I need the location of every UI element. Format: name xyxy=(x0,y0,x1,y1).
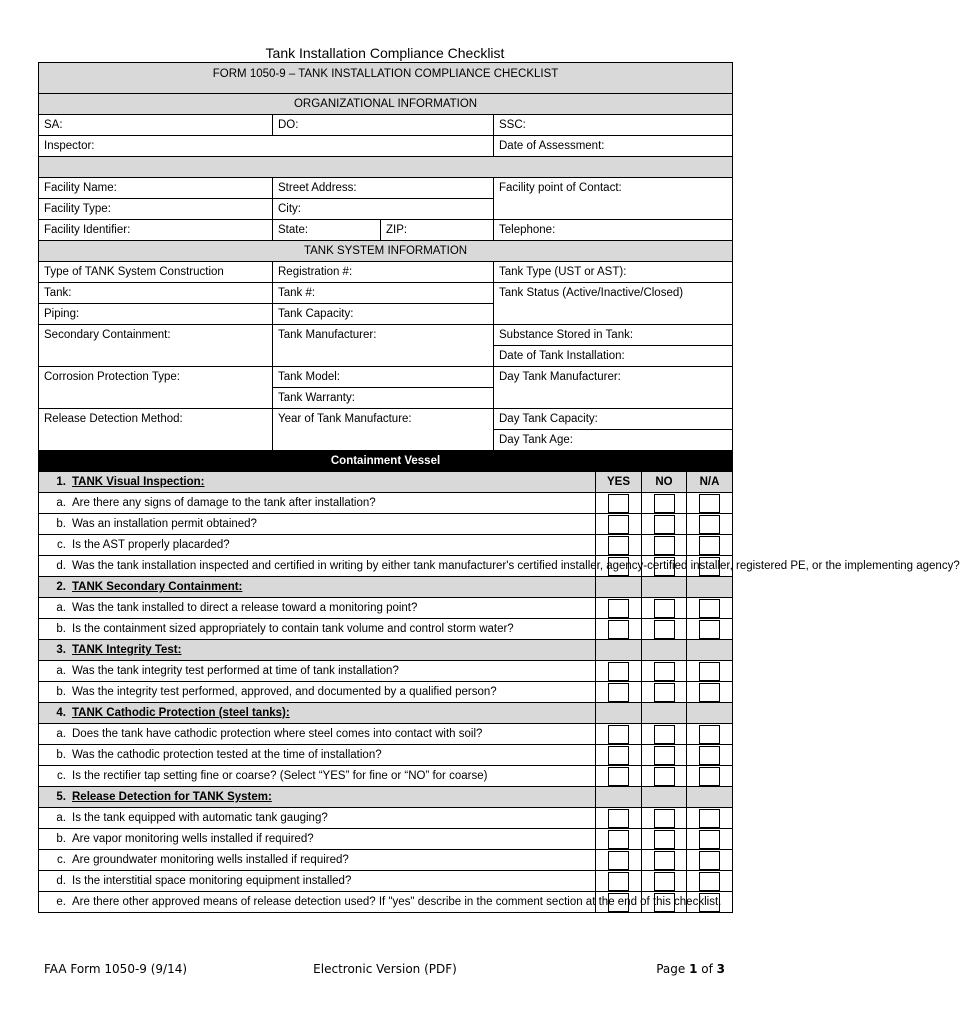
na-checkbox[interactable] xyxy=(699,872,720,891)
sa-field[interactable]: SA: xyxy=(39,115,273,136)
city-field[interactable]: City: xyxy=(273,199,494,220)
tank-number-field[interactable]: Tank #: xyxy=(273,283,494,304)
na-checkbox[interactable] xyxy=(699,620,720,639)
facility-identifier-field[interactable]: Facility Identifier: xyxy=(39,220,273,241)
facility-type-field[interactable]: Facility Type: xyxy=(39,199,273,220)
question-row: c. Is the AST properly placarded? xyxy=(39,535,733,556)
question-row: b. Was an installation permit obtained? xyxy=(39,514,733,535)
do-field[interactable]: DO: xyxy=(273,115,494,136)
no-checkbox[interactable] xyxy=(654,851,675,870)
yes-checkbox[interactable] xyxy=(608,557,629,576)
piping-field[interactable]: Piping: xyxy=(39,304,273,325)
document-title: Tank Installation Compliance Checklist xyxy=(265,45,505,61)
yes-checkbox[interactable] xyxy=(608,830,629,849)
no-checkbox[interactable] xyxy=(654,746,675,765)
question-row: c. Is the rectifier tap setting fine or coarse? (Select “YES” for fine or “NO” for coarse) xyxy=(39,766,733,787)
question-row: b. Are vapor monitoring wells installed if required? xyxy=(39,829,733,850)
na-checkbox[interactable] xyxy=(699,725,720,744)
question-row: b. Was the cathodic protection tested at the time of installation? xyxy=(39,745,733,766)
construction-label: Type of TANK System Construction xyxy=(39,262,273,283)
yes-checkbox[interactable] xyxy=(608,809,629,828)
footer-form-id: FAA Form 1050-9 (9/14) xyxy=(44,962,188,976)
yes-checkbox[interactable] xyxy=(608,515,629,534)
containment-heading: Containment Vessel xyxy=(39,451,733,472)
year-manufacture-field[interactable]: Year of Tank Manufacture: xyxy=(273,409,494,451)
section-2-heading: 2. TANK Secondary Containment: xyxy=(39,577,596,598)
no-checkbox[interactable] xyxy=(654,809,675,828)
section-4-heading: 4. TANK Cathodic Protection (steel tanks): xyxy=(39,703,596,724)
question-row: a. Was the tank installed to direct a release toward a monitoring point? xyxy=(39,598,733,619)
yes-checkbox[interactable] xyxy=(608,746,629,765)
org-heading: ORGANIZATIONAL INFORMATION xyxy=(39,94,733,115)
no-checkbox[interactable] xyxy=(654,872,675,891)
yes-checkbox[interactable] xyxy=(608,662,629,681)
yes-checkbox[interactable] xyxy=(608,893,629,912)
yes-checkbox[interactable] xyxy=(608,683,629,702)
na-checkbox[interactable] xyxy=(699,662,720,681)
date-assessment-field[interactable]: Date of Assessment: xyxy=(494,136,733,157)
na-checkbox[interactable] xyxy=(699,599,720,618)
na-checkbox[interactable] xyxy=(699,746,720,765)
substance-field[interactable]: Substance Stored in Tank: xyxy=(494,325,733,346)
na-checkbox[interactable] xyxy=(699,767,720,786)
question-row: b. Was the integrity test performed, approved, and documented by a qualified person? xyxy=(39,682,733,703)
tank-type-field[interactable]: Tank Type (UST or AST): xyxy=(494,262,733,283)
no-checkbox[interactable] xyxy=(654,620,675,639)
section-1-heading: 1. TANK Visual Inspection: xyxy=(39,472,596,493)
section-5-heading: 5. Release Detection for TANK System: xyxy=(39,787,596,808)
secondary-containment-field[interactable]: Secondary Containment: xyxy=(39,325,273,367)
question-row: d. Was the tank installation inspected and certified in writing by either tank manufacturer's certified installer, agency-certified installer, registered PE, or the implementing agency? xyxy=(39,556,733,577)
question-row: b. Is the containment sized appropriately to contain tank volume and control storm water? xyxy=(39,619,733,640)
na-checkbox[interactable] xyxy=(699,536,720,555)
footer-page-number: Page 1 of 3 xyxy=(656,962,725,976)
na-checkbox[interactable] xyxy=(699,830,720,849)
no-checkbox[interactable] xyxy=(654,725,675,744)
no-checkbox[interactable] xyxy=(654,830,675,849)
footer-version: Electronic Version (PDF) xyxy=(313,962,457,976)
tank-capacity-field[interactable]: Tank Capacity: xyxy=(273,304,494,325)
no-checkbox[interactable] xyxy=(654,494,675,513)
no-checkbox[interactable] xyxy=(654,557,675,576)
checklist-form xyxy=(38,62,960,913)
no-checkbox[interactable] xyxy=(654,767,675,786)
registration-field[interactable]: Registration #: xyxy=(273,262,494,283)
no-checkbox[interactable] xyxy=(654,536,675,555)
day-tank-capacity-field[interactable]: Day Tank Capacity: xyxy=(494,409,733,430)
tank-model-field[interactable]: Tank Model: xyxy=(273,367,494,388)
form-header: FORM 1050-9 – TANK INSTALLATION COMPLIANCE CHECKLIST xyxy=(39,63,733,94)
facility-name-field[interactable]: Facility Name: xyxy=(39,178,273,199)
yes-checkbox[interactable] xyxy=(608,536,629,555)
telephone-field[interactable]: Telephone: xyxy=(494,220,733,241)
street-address-field[interactable]: Street Address: xyxy=(273,178,494,199)
ssc-field[interactable]: SSC: xyxy=(494,115,733,136)
corrosion-field[interactable]: Corrosion Protection Type: xyxy=(39,367,273,409)
yes-checkbox[interactable] xyxy=(608,599,629,618)
release-method-field[interactable]: Release Detection Method: xyxy=(39,409,273,451)
na-checkbox[interactable] xyxy=(699,809,720,828)
inspector-field[interactable]: Inspector: xyxy=(39,136,494,157)
na-checkbox[interactable] xyxy=(699,494,720,513)
na-column-header: N/A xyxy=(687,472,733,493)
day-tank-manufacturer-field[interactable]: Day Tank Manufacturer: xyxy=(494,367,733,409)
no-column-header: NO xyxy=(642,472,687,493)
yes-checkbox[interactable] xyxy=(608,725,629,744)
tank-heading: TANK SYSTEM INFORMATION xyxy=(39,241,733,262)
yes-checkbox[interactable] xyxy=(608,620,629,639)
question-row: a. Is the tank equipped with automatic tank gauging? xyxy=(39,808,733,829)
tank-manufacturer-field[interactable]: Tank Manufacturer: xyxy=(273,325,494,367)
na-checkbox[interactable] xyxy=(699,515,720,534)
tank-field[interactable]: Tank: xyxy=(39,283,273,304)
no-checkbox[interactable] xyxy=(654,683,675,702)
na-checkbox[interactable] xyxy=(699,683,720,702)
yes-checkbox[interactable] xyxy=(608,494,629,513)
na-checkbox[interactable] xyxy=(699,557,720,576)
question-row: a. Are there any signs of damage to the tank after installation? xyxy=(39,493,733,514)
no-checkbox[interactable] xyxy=(654,893,675,912)
section-3-heading: 3. TANK Integrity Test: xyxy=(39,640,596,661)
yes-checkbox[interactable] xyxy=(608,872,629,891)
gray-spacer xyxy=(39,157,733,178)
tank-status-field[interactable]: Tank Status (Active/Inactive/Closed) xyxy=(494,283,733,325)
yes-column-header: YES xyxy=(596,472,642,493)
state-field[interactable]: State: xyxy=(273,220,381,241)
no-checkbox[interactable] xyxy=(654,515,675,534)
zip-field[interactable]: ZIP: xyxy=(381,220,494,241)
question-row: a. Was the tank integrity test performed at time of tank installation? xyxy=(39,661,733,682)
install-date-field[interactable]: Date of Tank Installation: xyxy=(494,346,733,367)
facility-contact-field[interactable]: Facility point of Contact: xyxy=(494,178,733,220)
tank-warranty-field[interactable]: Tank Warranty: xyxy=(273,388,494,409)
na-checkbox[interactable] xyxy=(699,851,720,870)
question-row: a. Does the tank have cathodic protection where steel comes into contact with soil? xyxy=(39,724,733,745)
question-row: c. Are groundwater monitoring wells installed if required? xyxy=(39,850,733,871)
na-checkbox[interactable] xyxy=(699,893,720,912)
no-checkbox[interactable] xyxy=(654,599,675,618)
no-checkbox[interactable] xyxy=(654,662,675,681)
question-row: e. Are there other approved means of release detection used? If "yes" describe in the comment section at the end of this checklist. xyxy=(39,892,733,913)
yes-checkbox[interactable] xyxy=(608,851,629,870)
yes-checkbox[interactable] xyxy=(608,767,629,786)
question-row: d. Is the interstitial space monitoring equipment installed? xyxy=(39,871,733,892)
day-tank-age-field[interactable]: Day Tank Age: xyxy=(494,430,733,451)
